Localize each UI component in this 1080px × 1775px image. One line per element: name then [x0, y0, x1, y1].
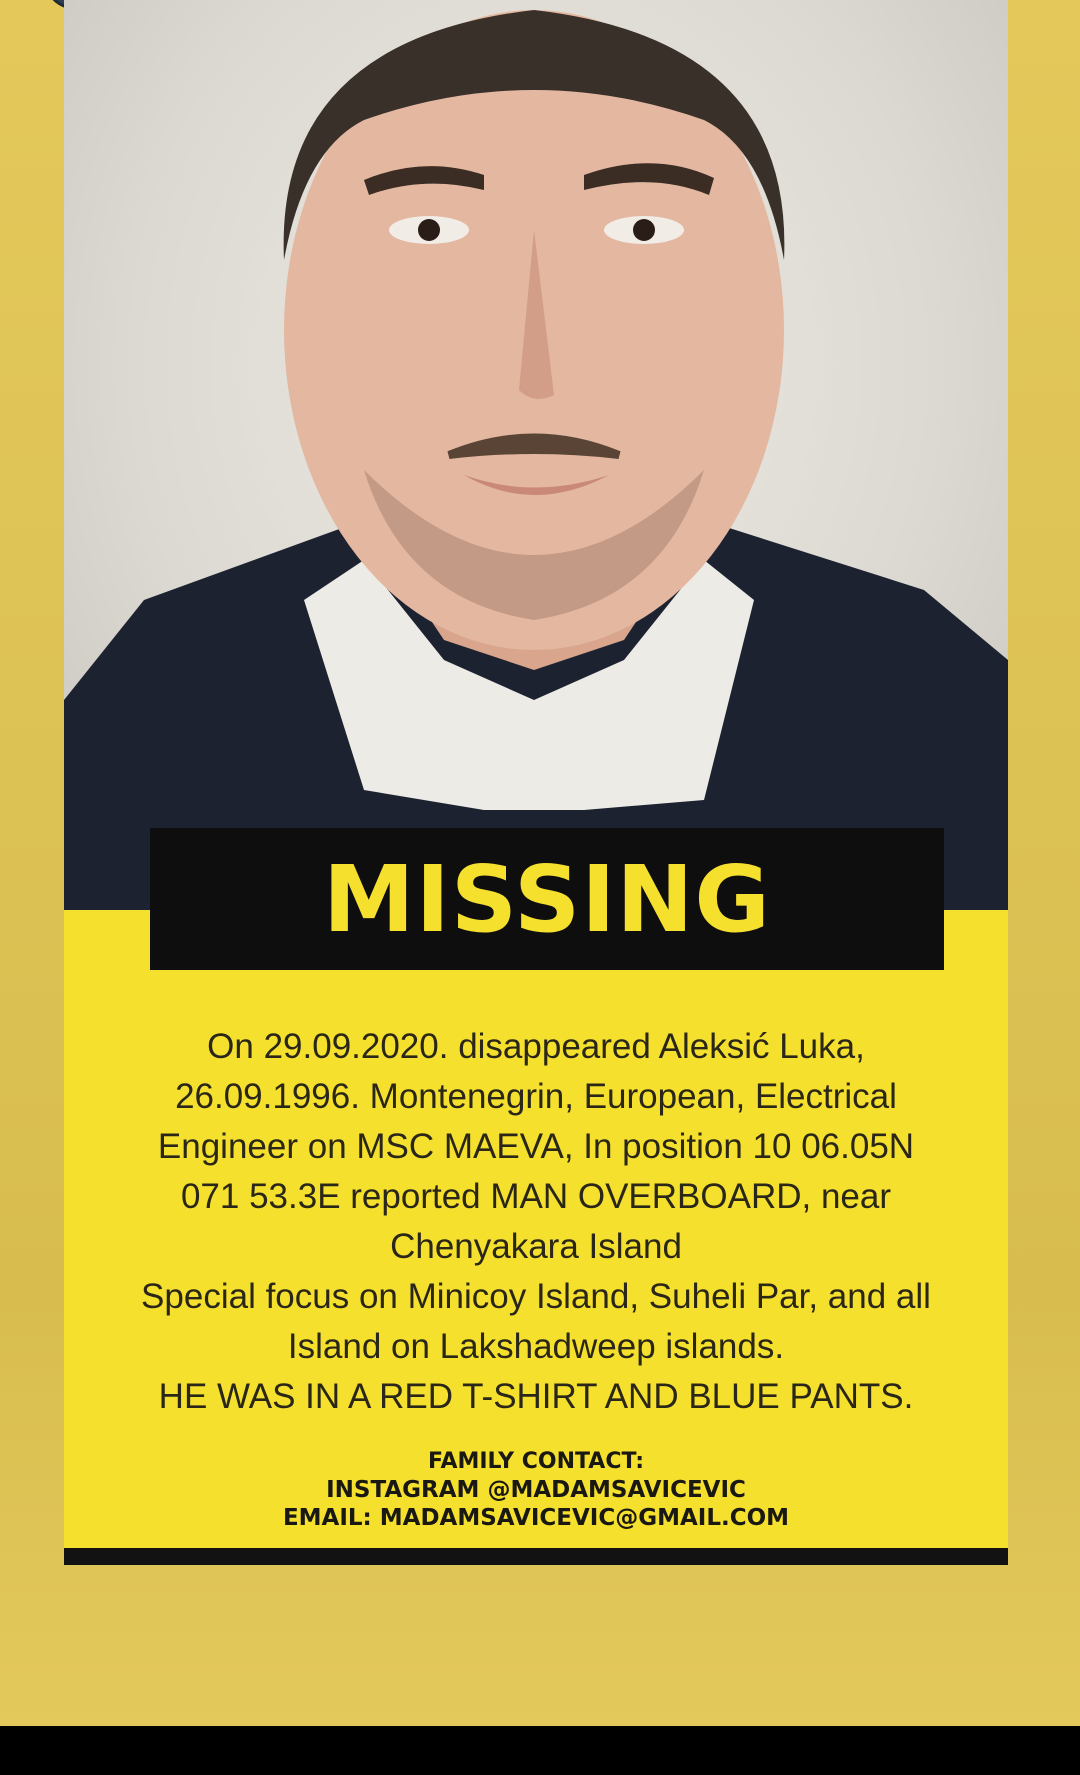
description-line: On 29.09.2020. disappeared Aleksić Luka, — [207, 1027, 865, 1066]
portrait-photo — [64, 0, 1008, 910]
contact-heading: FAMILY CONTACT: — [427, 1449, 645, 1474]
contact-email: EMAIL: MADAMSAVICEVIC@GMAIL.COM — [282, 1505, 790, 1531]
missing-poster — [64, 0, 1008, 1565]
description-line: Chenyakara Island — [390, 1227, 682, 1266]
description-line: 26.09.1996. Montenegrin, European, Electrical — [175, 1077, 897, 1116]
description-line: Special focus on Minicoy Island, Suheli Par, and all — [141, 1277, 931, 1316]
family-contact — [84, 1448, 988, 1532]
description-line: 071 53.3E reported MAN OVERBOARD, near — [180, 1177, 892, 1216]
contact-instagram: INSTAGRAM @MADAMSAVICEVIC — [326, 1477, 746, 1503]
missing-banner — [150, 828, 944, 970]
banner-title: MISSING — [323, 845, 771, 953]
bottom-bar — [0, 1726, 1080, 1775]
description-line: Island on Lakshadweep islands. — [287, 1327, 785, 1366]
description-text — [84, 1022, 988, 1422]
portrait-illustration — [64, 0, 1008, 910]
description-line: HE WAS IN A RED T-SHIRT AND BLUE PANTS. — [158, 1377, 914, 1416]
poster-bottom-rule — [64, 1548, 1008, 1565]
description-line: Engineer on MSC MAEVA, In position 10 06.05N — [157, 1127, 915, 1166]
